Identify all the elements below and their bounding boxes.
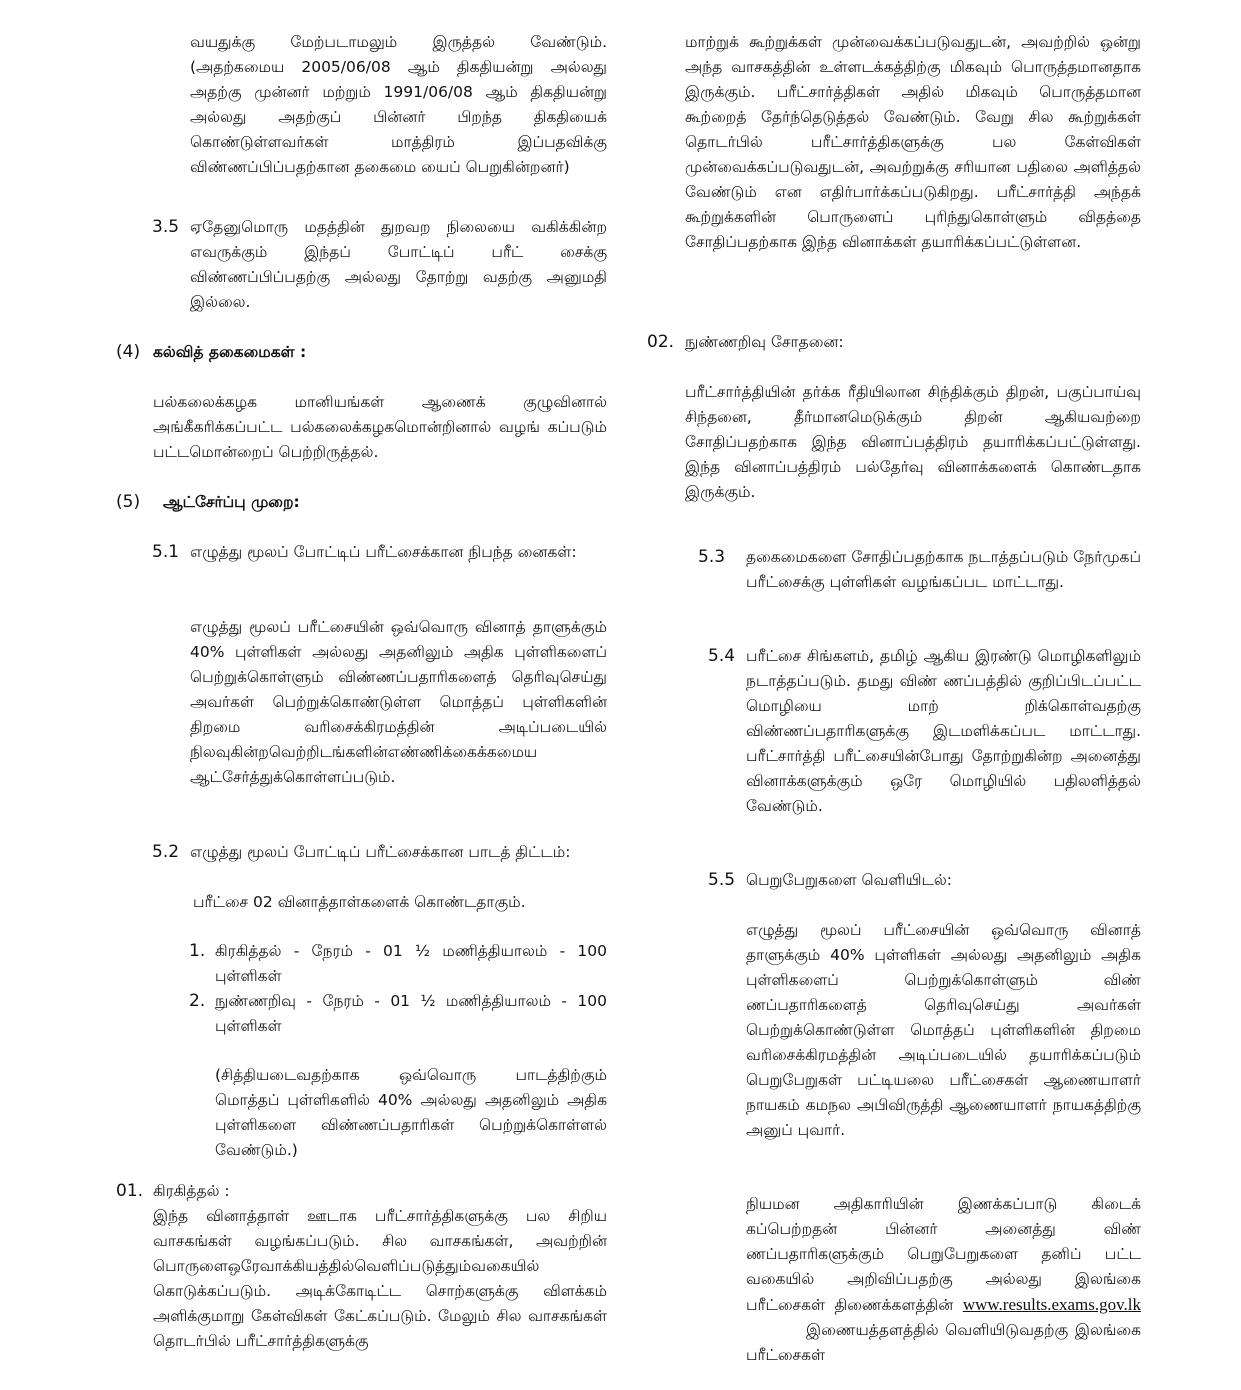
section-02-title: நுண்ணறிவு சோதனை:	[685, 333, 844, 351]
section-5-4-number: 5.4	[708, 646, 736, 666]
age-paragraph: வயதுக்கு மேற்படாமலும் இருத்தல் வேண்டும். (அதற்கமைய 2005/06/08 ஆம் திகதியன்று அல்லது அதற்கு முன்னர் மற்றும் 1991/06/08 ஆம் திகதியன்று அல்லது அதற்குப் பின்னர் பிறந்த திகதியைக் கொண்டுள்ளவர்கள் மாத்திரம் இப்பதவிக்கு விண்ணப்பிப்பதற்கான தகைமை யைப் பெறுகின்றனர்)	[190, 33, 607, 176]
section-3-5-number: 3.5	[152, 217, 180, 237]
item-2-number: 2.	[189, 991, 206, 1011]
section-02-number: 02.	[647, 332, 675, 352]
section-5-5-number: 5.5	[708, 870, 736, 890]
section-5-1-text: எழுத்து மூலப் போட்டிப் பரீட்சைக்கான நிபந்த னைகள்:	[190, 543, 577, 561]
section-4-number: (4)	[116, 342, 141, 362]
final-paragraph-pre: நியமன அதிகாரியின் இணக்கப்பாடு கிடைக் கப்பெற்றதன் பின்னர் அனைத்து விண் ணப்பதாரிகளுக்கும் பெறுபேறுகளை தனிப் பட்ட வகையில் அறிவிப்பதற்கு அல்லது இலங்கை பரீட்சைகள் திணைக்களத்தின்	[746, 1195, 1141, 1314]
section-5-5-title: பெறுபேறுகளை வெளியிடல்:	[746, 871, 952, 889]
section-5-1-body: எழுத்து மூலப் பரீட்சையின் ஒவ்வொரு வினாத் தாளுக்கும் 40% புள்ளிகள் அல்லது அதனிலும் அதிக புள்ளிகளைப் பெற்றுக்கொள்ளும் விண்ணப்பதாரிகளைத் தெரிவுசெய்து அவர்கள் பெற்றுக்கொண்டுள்ள மொத்தப் புள்ளிகளின் திறமை வரிசைக்கிரமத்தின் அடிப்படையில் நிலவுகின்றவெற்றிடங்களின்எண்ணிக்கைக்கமைய ஆட்சேர்த்துக்கொள்ளப்படும்.	[190, 618, 607, 786]
item-1-text: கிரகித்தல் - நேரம் - 01 ½ மணித்தியாலம் - 100 புள்ளிகள்	[215, 942, 607, 985]
section-01-body: இந்த வினாத்தாள் ஊடாக பரீட்சார்த்திகளுக்கு பல சிறிய வாசகங்கள் வழங்கப்படும். சில வாசகங்கள், அவற்றின் பொருளைஒரேவாக்கியத்தில்வெளிப்படுத்தும்வகையில் கொடுக்கப்படும். அடிக்கோடிட்ட சொற்களுக்கு விளக்கம் அளிக்குமாறு கேள்விகள் கேட்கப்படும். மேலும் சில வாசகங்கள் தொடர்பில் பரீட்சார்த்திகளுக்கு	[153, 1207, 607, 1350]
section-5-3-text: தகைமைகளை சோதிப்பதற்காக நடாத்தப்படும் நேர்முகப் பரீட்சைக்கு புள்ளிகள் வழங்கப்பட மாட்டாது.	[746, 548, 1141, 591]
section-02-body: பரீட்சார்த்தியின் தர்க்க ரீதியிலான சிந்திக்கும் திறன், பகுப்பாய்வு சிந்தனை, தீர்மானமெடுக்கும் திறன் ஆகியவற்றை சோதிப்பதற்காக இந்த வினாப்பத்திரம் தயாரிக்கப்பட்டுள்ளது. இந்த வினாப்பத்திரம் பல்தேர்வு வினாக்களைக் கொண்டதாக இருக்கும்.	[685, 383, 1141, 501]
section-5-5-body: எழுத்து மூலப் பரீட்சையின் ஒவ்வொரு வினாத் தாளுக்கும் 40% புள்ளிகள் அல்லது அதனிலும் அதிக புள்ளிகளைப் பெற்றுக்கொள்ளும் விண் ணப்பதாரிகளைத் தெரிவுசெய்து அவர்கள் பெற்றுக்கொண்டுள்ள மொத்தப் புள்ளிகளின் திறமை வரிசைக்கிரமத்தின் அடிப்படையில் தயாரிக்கப்படும் பெறுபேறுகள் பட்டியலை பரீட்சைகள் ஆணையாளர் நாயகம் கமநல அபிவிருத்தி ஆணையாளர் நாயகத்திற்கு அனுப் புவார்.	[746, 921, 1141, 1139]
section-5-1-number: 5.1	[152, 542, 180, 562]
section-5-4-text: பரீட்சை சிங்களம், தமிழ் ஆகிய இரண்டு மொழிகளிலும் நடாத்தப்படும். தமது விண் ணப்பத்தில் குறிப்பிடப்பட்ட மொழியை மாற் றிக்கொள்வதற்கு விண்ணப்பதாரிகளுக்கு இடமளிக்கப்பட மாட்டாது. பரீட்சார்த்தி பரீட்சையின்போது தோற்றுகின்ற அனைத்து வினாக்களுக்கும் ஒரே மொழியில் பதிலளித்தல் வேண்டும்.	[746, 647, 1141, 815]
section-5-3-number: 5.3	[698, 547, 726, 567]
section-5-2-sub: பரீட்சை 02 வினாத்தாள்களைக் கொண்டதாகும்.	[193, 893, 526, 911]
item-1-number: 1.	[189, 941, 206, 961]
pass-note: (சித்தியடைவதற்காக ஒவ்வொரு பாடத்திற்கும் மொத்தப் புள்ளிகளில் 40% அல்லது அதனிலும் அதிக புள்ளிகளை விண்ணப்பதாரிகள் பெற்றுக்கொள்ளல் வேண்டும்.)	[215, 1066, 607, 1159]
section-4-text: பல்கலைக்கழக மானியங்கள் ஆணைக் குழுவினால் அங்கீகரிக்கப்பட்ட பல்கலைக்கழகமொன்றினால் வழங் கப்படும் பட்டமொன்றைப் பெற்றிருத்தல்.	[153, 393, 607, 461]
section-01-title: கிரகித்தல் :	[153, 1182, 230, 1200]
final-paragraph-post: இணையத்தளத்தில் வெளியிடுவதற்கு இலங்கை பரீட்சைகள்	[746, 1321, 1142, 1364]
section-5-2-number: 5.2	[152, 842, 180, 862]
item-2-text: நுண்ணறிவு - நேரம் - 01 ½ மணித்தியாலம் - 100 புள்ளிகள்	[215, 992, 607, 1035]
section-5-title: ஆட்சேர்ப்பு முறை:	[163, 493, 300, 511]
continuation-paragraph: மாற்றுக் கூற்றுக்கள் முன்வைக்கப்படுவதுடன், அவற்றில் ஒன்று அந்த வாசகத்தின் உள்ளடக்கத்திற்கு மிகவும் பொருத்தமானதாக இருக்கும். பரீட்சார்த்திகள் அதில் மிகவும் பொருத்தமான கூற்றைத் தேர்ந்தெடுத்தல் வேண்டும். வேறு சில கூற்றுக்கள் தொடர்பில் பரீட்சார்த்திகளுக்கு பல கேள்விகள் முன்வைக்கப்படுவதுடன், அவற்றுக்கு சரியான பதிலை அளித்தல் வேண்டும் என எதிர்பார்க்கப்படுகிறது. பரீட்சார்த்தி அந்தக் கூற்றுக்களின் பொருளைப் புரிந்துகொள்ளும் விதத்தை சோதிப்பதற்காக இந்த வினாக்கள் தயாரிக்கப்பட்டுள்ளன.	[685, 33, 1141, 251]
section-3-5-text: ஏதேனுமொரு மதத்தின் துறவற நிலையை வகிக்கின்ற எவருக்கும் இந்தப் போட்டிப் பரீட் சைக்கு விண்ணப்பிப்பதற்கு அல்லது தோற்று வதற்கு அனுமதி இல்லை.	[190, 218, 607, 311]
section-5-number: (5)	[116, 492, 141, 512]
final-paragraph	[746, 1192, 1141, 1368]
section-4-title: கல்வித் தகைமைகள் :	[153, 343, 307, 361]
section-01-number: 01.	[116, 1181, 144, 1201]
section-5-2-text: எழுத்து மூலப் போட்டிப் பரீட்சைக்கான பாடத் திட்டம்:	[190, 843, 571, 861]
results-website-link[interactable]: www.results.exams.gov.lk	[962, 1295, 1141, 1314]
